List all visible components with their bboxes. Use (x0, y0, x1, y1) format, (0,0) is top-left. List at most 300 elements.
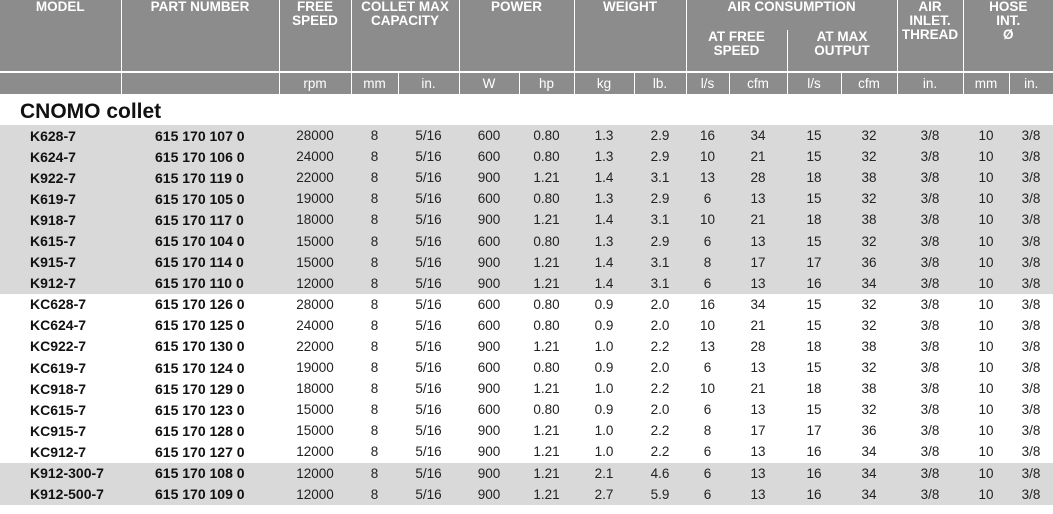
power-w-cell: 900 (459, 336, 519, 357)
hose-in-cell: 3/8 (1009, 336, 1053, 357)
unit-cell: rpm (279, 72, 351, 94)
header-part-number: PART NUMBER (121, 0, 279, 72)
max-cfm-cell: 32 (841, 188, 897, 209)
power-hp-cell: 1.21 (519, 484, 574, 505)
air-inlet-cell: 3/8 (897, 230, 963, 251)
max-ls-cell: 15 (787, 315, 841, 336)
unit-cell: mm (351, 72, 398, 94)
free-speed-cell: 15000 (279, 252, 351, 273)
power-w-cell: 900 (459, 209, 519, 230)
weight-lb-cell: 2.2 (634, 378, 686, 399)
weight-lb-cell: 2.2 (634, 336, 686, 357)
part-number-cell: 615 170 124 0 (121, 357, 279, 378)
hose-mm-cell: 10 (963, 484, 1009, 505)
power-hp-cell: 1.21 (519, 209, 574, 230)
free-ls-cell: 13 (686, 336, 729, 357)
hose-in-cell: 3/8 (1009, 463, 1053, 484)
free-cfm-cell: 13 (729, 188, 787, 209)
collet-in-cell: 5/16 (398, 294, 459, 315)
collet-mm-cell: 8 (351, 357, 398, 378)
collet-in-cell: 5/16 (398, 146, 459, 167)
collet-mm-cell: 8 (351, 484, 398, 505)
air-inlet-cell: 3/8 (897, 336, 963, 357)
table-row (0, 378, 1053, 399)
part-number-cell: 615 170 130 0 (121, 336, 279, 357)
hose-mm-cell: 10 (963, 167, 1009, 188)
free-speed-cell: 22000 (279, 336, 351, 357)
max-ls-cell: 17 (787, 420, 841, 441)
max-cfm-cell: 34 (841, 441, 897, 462)
weight-lb-cell: 2.2 (634, 441, 686, 462)
free-cfm-cell: 34 (729, 294, 787, 315)
weight-kg-cell: 1.0 (574, 441, 634, 462)
free-speed-cell: 18000 (279, 378, 351, 399)
power-hp-cell: 1.21 (519, 463, 574, 484)
max-cfm-cell: 32 (841, 125, 897, 146)
power-hp-cell: 1.21 (519, 420, 574, 441)
max-ls-cell: 18 (787, 167, 841, 188)
weight-lb-cell: 3.1 (634, 167, 686, 188)
unit-cell: in. (1009, 72, 1053, 94)
free-ls-cell: 10 (686, 378, 729, 399)
model-cell: K619-7 (0, 188, 121, 209)
header-hose-text: HOSE INT. Ø (989, 0, 1028, 42)
hose-in-cell: 3/8 (1009, 420, 1053, 441)
hose-mm-cell: 10 (963, 357, 1009, 378)
model-cell: KC615-7 (0, 399, 121, 420)
part-number-cell: 615 170 108 0 (121, 463, 279, 484)
free-cfm-cell: 13 (729, 273, 787, 294)
hose-mm-cell: 10 (963, 336, 1009, 357)
weight-kg-cell: 1.3 (574, 146, 634, 167)
hose-in-cell: 3/8 (1009, 188, 1053, 209)
power-hp-cell: 0.80 (519, 230, 574, 251)
air-inlet-cell: 3/8 (897, 420, 963, 441)
air-inlet-cell: 3/8 (897, 399, 963, 420)
table-row (0, 146, 1053, 167)
weight-kg-cell: 0.9 (574, 315, 634, 336)
part-number-cell: 615 170 127 0 (121, 441, 279, 462)
header-weight: WEIGHT (574, 0, 686, 72)
weight-kg-cell: 1.3 (574, 188, 634, 209)
weight-kg-cell: 0.9 (574, 357, 634, 378)
free-cfm-cell: 13 (729, 441, 787, 462)
max-ls-cell: 15 (787, 399, 841, 420)
free-speed-cell: 24000 (279, 315, 351, 336)
max-ls-cell: 15 (787, 294, 841, 315)
weight-lb-cell: 4.6 (634, 463, 686, 484)
header-collet-max-text: COLLET MAX CAPACITY (361, 0, 449, 28)
hose-mm-cell: 10 (963, 399, 1009, 420)
power-hp-cell: 1.21 (519, 441, 574, 462)
power-w-cell: 600 (459, 146, 519, 167)
max-ls-cell: 15 (787, 357, 841, 378)
model-cell: KC628-7 (0, 294, 121, 315)
table-row (0, 420, 1053, 441)
max-cfm-cell: 32 (841, 294, 897, 315)
model-cell: KC912-7 (0, 441, 121, 462)
free-ls-cell: 6 (686, 273, 729, 294)
air-inlet-cell: 3/8 (897, 463, 963, 484)
table-row (0, 167, 1053, 188)
power-w-cell: 600 (459, 125, 519, 146)
free-cfm-cell: 28 (729, 336, 787, 357)
weight-kg-cell: 1.3 (574, 125, 634, 146)
model-cell: K624-7 (0, 146, 121, 167)
weight-lb-cell: 2.9 (634, 146, 686, 167)
weight-lb-cell: 2.0 (634, 399, 686, 420)
collet-in-cell: 5/16 (398, 399, 459, 420)
hose-in-cell: 3/8 (1009, 441, 1053, 462)
hose-in-cell: 3/8 (1009, 209, 1053, 230)
part-number-cell: 615 170 105 0 (121, 188, 279, 209)
free-cfm-cell: 13 (729, 399, 787, 420)
collet-mm-cell: 8 (351, 167, 398, 188)
header-air-consumption: AIR CONSUMPTION (686, 0, 897, 30)
max-cfm-cell: 38 (841, 336, 897, 357)
free-ls-cell: 6 (686, 188, 729, 209)
part-number-cell: 615 170 109 0 (121, 484, 279, 505)
part-number-cell: 615 170 104 0 (121, 230, 279, 251)
collet-mm-cell: 8 (351, 378, 398, 399)
weight-lb-cell: 2.2 (634, 420, 686, 441)
free-cfm-cell: 28 (729, 167, 787, 188)
collet-in-cell: 5/16 (398, 336, 459, 357)
free-speed-cell: 12000 (279, 273, 351, 294)
max-ls-cell: 18 (787, 336, 841, 357)
hose-in-cell: 3/8 (1009, 252, 1053, 273)
air-inlet-cell: 3/8 (897, 357, 963, 378)
free-speed-cell: 19000 (279, 188, 351, 209)
hose-in-cell: 3/8 (1009, 230, 1053, 251)
weight-kg-cell: 1.3 (574, 230, 634, 251)
unit-cell: l/s (686, 72, 729, 94)
power-hp-cell: 0.80 (519, 294, 574, 315)
header-air-inlet-text: AIR INLET. THREAD (901, 0, 959, 42)
air-inlet-cell: 3/8 (897, 294, 963, 315)
unit-cell: W (459, 72, 519, 94)
free-speed-cell: 12000 (279, 484, 351, 505)
collet-mm-cell: 8 (351, 294, 398, 315)
unit-cell: mm (963, 72, 1009, 94)
air-inlet-cell: 3/8 (897, 125, 963, 146)
weight-kg-cell: 1.4 (574, 209, 634, 230)
free-ls-cell: 8 (686, 420, 729, 441)
power-w-cell: 600 (459, 357, 519, 378)
hose-in-cell: 3/8 (1009, 399, 1053, 420)
part-number-cell: 615 170 114 0 (121, 252, 279, 273)
free-ls-cell: 6 (686, 463, 729, 484)
weight-lb-cell: 2.9 (634, 230, 686, 251)
free-speed-cell: 24000 (279, 146, 351, 167)
power-w-cell: 900 (459, 463, 519, 484)
max-ls-cell: 16 (787, 273, 841, 294)
collet-in-cell: 5/16 (398, 125, 459, 146)
free-speed-cell: 15000 (279, 230, 351, 251)
power-w-cell: 600 (459, 315, 519, 336)
air-inlet-cell: 3/8 (897, 273, 963, 294)
units-row (0, 72, 1053, 94)
collet-in-cell: 5/16 (398, 378, 459, 399)
collet-in-cell: 5/16 (398, 273, 459, 294)
hose-mm-cell: 10 (963, 315, 1009, 336)
power-w-cell: 900 (459, 441, 519, 462)
table-row (0, 252, 1053, 273)
max-cfm-cell: 38 (841, 167, 897, 188)
air-inlet-cell: 3/8 (897, 209, 963, 230)
part-number-cell: 615 170 126 0 (121, 294, 279, 315)
hose-mm-cell: 10 (963, 273, 1009, 294)
power-w-cell: 900 (459, 167, 519, 188)
power-hp-cell: 0.80 (519, 357, 574, 378)
model-cell: K912-500-7 (0, 484, 121, 505)
model-cell: K912-7 (0, 273, 121, 294)
collet-mm-cell: 8 (351, 399, 398, 420)
max-cfm-cell: 32 (841, 357, 897, 378)
weight-kg-cell: 2.1 (574, 463, 634, 484)
header-model: MODEL (0, 0, 121, 72)
power-hp-cell: 1.21 (519, 252, 574, 273)
max-ls-cell: 16 (787, 441, 841, 462)
free-ls-cell: 6 (686, 230, 729, 251)
hose-in-cell: 3/8 (1009, 315, 1053, 336)
max-cfm-cell: 34 (841, 463, 897, 484)
max-ls-cell: 15 (787, 146, 841, 167)
collet-in-cell: 5/16 (398, 188, 459, 209)
air-inlet-cell: 3/8 (897, 167, 963, 188)
weight-kg-cell: 1.0 (574, 336, 634, 357)
model-cell: K922-7 (0, 167, 121, 188)
max-ls-cell: 16 (787, 463, 841, 484)
max-cfm-cell: 32 (841, 146, 897, 167)
part-number-cell: 615 170 119 0 (121, 167, 279, 188)
power-w-cell: 600 (459, 399, 519, 420)
power-w-cell: 900 (459, 273, 519, 294)
collet-mm-cell: 8 (351, 230, 398, 251)
free-ls-cell: 16 (686, 294, 729, 315)
hose-mm-cell: 10 (963, 188, 1009, 209)
power-hp-cell: 0.80 (519, 188, 574, 209)
free-ls-cell: 10 (686, 146, 729, 167)
weight-lb-cell: 2.0 (634, 315, 686, 336)
max-cfm-cell: 32 (841, 315, 897, 336)
collet-mm-cell: 8 (351, 125, 398, 146)
power-hp-cell: 1.21 (519, 336, 574, 357)
air-inlet-cell: 3/8 (897, 378, 963, 399)
weight-kg-cell: 1.0 (574, 378, 634, 399)
air-inlet-cell: 3/8 (897, 146, 963, 167)
table-row (0, 315, 1053, 336)
weight-lb-cell: 2.9 (634, 188, 686, 209)
power-hp-cell: 1.21 (519, 378, 574, 399)
hose-mm-cell: 10 (963, 420, 1009, 441)
max-cfm-cell: 36 (841, 252, 897, 273)
part-number-cell: 615 170 110 0 (121, 273, 279, 294)
power-w-cell: 900 (459, 378, 519, 399)
air-inlet-cell: 3/8 (897, 484, 963, 505)
collet-mm-cell: 8 (351, 252, 398, 273)
part-number-cell: 615 170 128 0 (121, 420, 279, 441)
collet-in-cell: 5/16 (398, 357, 459, 378)
max-cfm-cell: 38 (841, 209, 897, 230)
part-number-cell: 615 170 107 0 (121, 125, 279, 146)
model-cell: KC624-7 (0, 315, 121, 336)
unit-cell: cfm (841, 72, 897, 94)
power-hp-cell: 0.80 (519, 399, 574, 420)
table-row (0, 441, 1053, 462)
collet-in-cell: 5/16 (398, 209, 459, 230)
weight-kg-cell: 1.0 (574, 420, 634, 441)
max-cfm-cell: 32 (841, 399, 897, 420)
hose-mm-cell: 10 (963, 146, 1009, 167)
model-cell: KC922-7 (0, 336, 121, 357)
power-w-cell: 900 (459, 484, 519, 505)
table-row (0, 188, 1053, 209)
free-cfm-cell: 21 (729, 378, 787, 399)
hose-mm-cell: 10 (963, 230, 1009, 251)
air-inlet-cell: 3/8 (897, 315, 963, 336)
free-speed-cell: 28000 (279, 294, 351, 315)
free-cfm-cell: 21 (729, 146, 787, 167)
max-ls-cell: 15 (787, 125, 841, 146)
model-cell: K615-7 (0, 230, 121, 251)
collet-in-cell: 5/16 (398, 441, 459, 462)
collet-mm-cell: 8 (351, 420, 398, 441)
header-at-free-speed-text: AT FREE SPEED (708, 30, 765, 58)
weight-kg-cell: 0.9 (574, 399, 634, 420)
max-ls-cell: 16 (787, 484, 841, 505)
free-speed-cell: 12000 (279, 441, 351, 462)
header-collet-max (351, 0, 459, 72)
header-free-speed-text: FREE SPEED (292, 0, 338, 28)
free-ls-cell: 10 (686, 315, 729, 336)
model-cell: KC915-7 (0, 420, 121, 441)
unit-cell: l/s (787, 72, 841, 94)
free-cfm-cell: 13 (729, 230, 787, 251)
header-power: POWER (459, 0, 574, 72)
free-cfm-cell: 13 (729, 357, 787, 378)
weight-lb-cell: 3.1 (634, 252, 686, 273)
free-ls-cell: 8 (686, 252, 729, 273)
power-w-cell: 600 (459, 294, 519, 315)
table-row (0, 463, 1053, 484)
collet-mm-cell: 8 (351, 146, 398, 167)
weight-kg-cell: 1.4 (574, 252, 634, 273)
unit-cell: kg (574, 72, 634, 94)
table-row (0, 209, 1053, 230)
collet-in-cell: 5/16 (398, 315, 459, 336)
table-body (0, 94, 1053, 505)
collet-mm-cell: 8 (351, 315, 398, 336)
air-inlet-cell: 3/8 (897, 252, 963, 273)
weight-lb-cell: 3.1 (634, 273, 686, 294)
free-speed-cell: 15000 (279, 420, 351, 441)
power-w-cell: 600 (459, 188, 519, 209)
weight-kg-cell: 0.9 (574, 294, 634, 315)
section-row (0, 94, 1053, 125)
max-ls-cell: 18 (787, 378, 841, 399)
free-cfm-cell: 17 (729, 252, 787, 273)
table-row (0, 484, 1053, 505)
part-number-cell: 615 170 117 0 (121, 209, 279, 230)
hose-mm-cell: 10 (963, 125, 1009, 146)
unit-cell: hp (519, 72, 574, 94)
model-cell: K912-300-7 (0, 463, 121, 484)
part-number-cell: 615 170 106 0 (121, 146, 279, 167)
unit-cell-blank (0, 72, 121, 94)
power-w-cell: 900 (459, 252, 519, 273)
air-inlet-cell: 3/8 (897, 188, 963, 209)
hose-in-cell: 3/8 (1009, 125, 1053, 146)
free-ls-cell: 6 (686, 399, 729, 420)
table-row (0, 125, 1053, 146)
table-row (0, 230, 1053, 251)
weight-kg-cell: 1.4 (574, 273, 634, 294)
max-cfm-cell: 34 (841, 484, 897, 505)
table-row (0, 399, 1053, 420)
free-ls-cell: 13 (686, 167, 729, 188)
header-at-max-output (787, 30, 897, 72)
hose-mm-cell: 10 (963, 463, 1009, 484)
collet-in-cell: 5/16 (398, 252, 459, 273)
max-ls-cell: 15 (787, 230, 841, 251)
power-hp-cell: 0.80 (519, 125, 574, 146)
model-cell: K628-7 (0, 125, 121, 146)
power-w-cell: 900 (459, 420, 519, 441)
model-cell: K915-7 (0, 252, 121, 273)
collet-mm-cell: 8 (351, 336, 398, 357)
hose-in-cell: 3/8 (1009, 167, 1053, 188)
free-cfm-cell: 21 (729, 209, 787, 230)
model-cell: K918-7 (0, 209, 121, 230)
unit-cell: lb. (634, 72, 686, 94)
header-hose (963, 0, 1053, 72)
part-number-cell: 615 170 123 0 (121, 399, 279, 420)
hose-in-cell: 3/8 (1009, 273, 1053, 294)
hose-mm-cell: 10 (963, 252, 1009, 273)
model-cell: KC918-7 (0, 378, 121, 399)
model-cell: KC619-7 (0, 357, 121, 378)
weight-lb-cell: 2.0 (634, 294, 686, 315)
collet-mm-cell: 8 (351, 188, 398, 209)
free-speed-cell: 19000 (279, 357, 351, 378)
collet-in-cell: 5/16 (398, 167, 459, 188)
table-row (0, 273, 1053, 294)
power-hp-cell: 1.21 (519, 273, 574, 294)
part-number-cell: 615 170 129 0 (121, 378, 279, 399)
weight-kg-cell: 1.4 (574, 167, 634, 188)
weight-kg-cell: 2.7 (574, 484, 634, 505)
collet-mm-cell: 8 (351, 273, 398, 294)
hose-mm-cell: 10 (963, 209, 1009, 230)
max-cfm-cell: 32 (841, 230, 897, 251)
header-air-inlet (897, 0, 963, 72)
free-cfm-cell: 13 (729, 463, 787, 484)
collet-in-cell: 5/16 (398, 484, 459, 505)
collet-mm-cell: 8 (351, 463, 398, 484)
free-ls-cell: 6 (686, 441, 729, 462)
power-hp-cell: 0.80 (519, 146, 574, 167)
collet-in-cell: 5/16 (398, 230, 459, 251)
unit-cell: cfm (729, 72, 787, 94)
max-cfm-cell: 36 (841, 420, 897, 441)
free-cfm-cell: 17 (729, 420, 787, 441)
hose-in-cell: 3/8 (1009, 357, 1053, 378)
power-w-cell: 600 (459, 230, 519, 251)
free-speed-cell: 28000 (279, 125, 351, 146)
header-at-max-output-text: AT MAX OUTPUT (814, 30, 870, 58)
free-speed-cell: 22000 (279, 167, 351, 188)
